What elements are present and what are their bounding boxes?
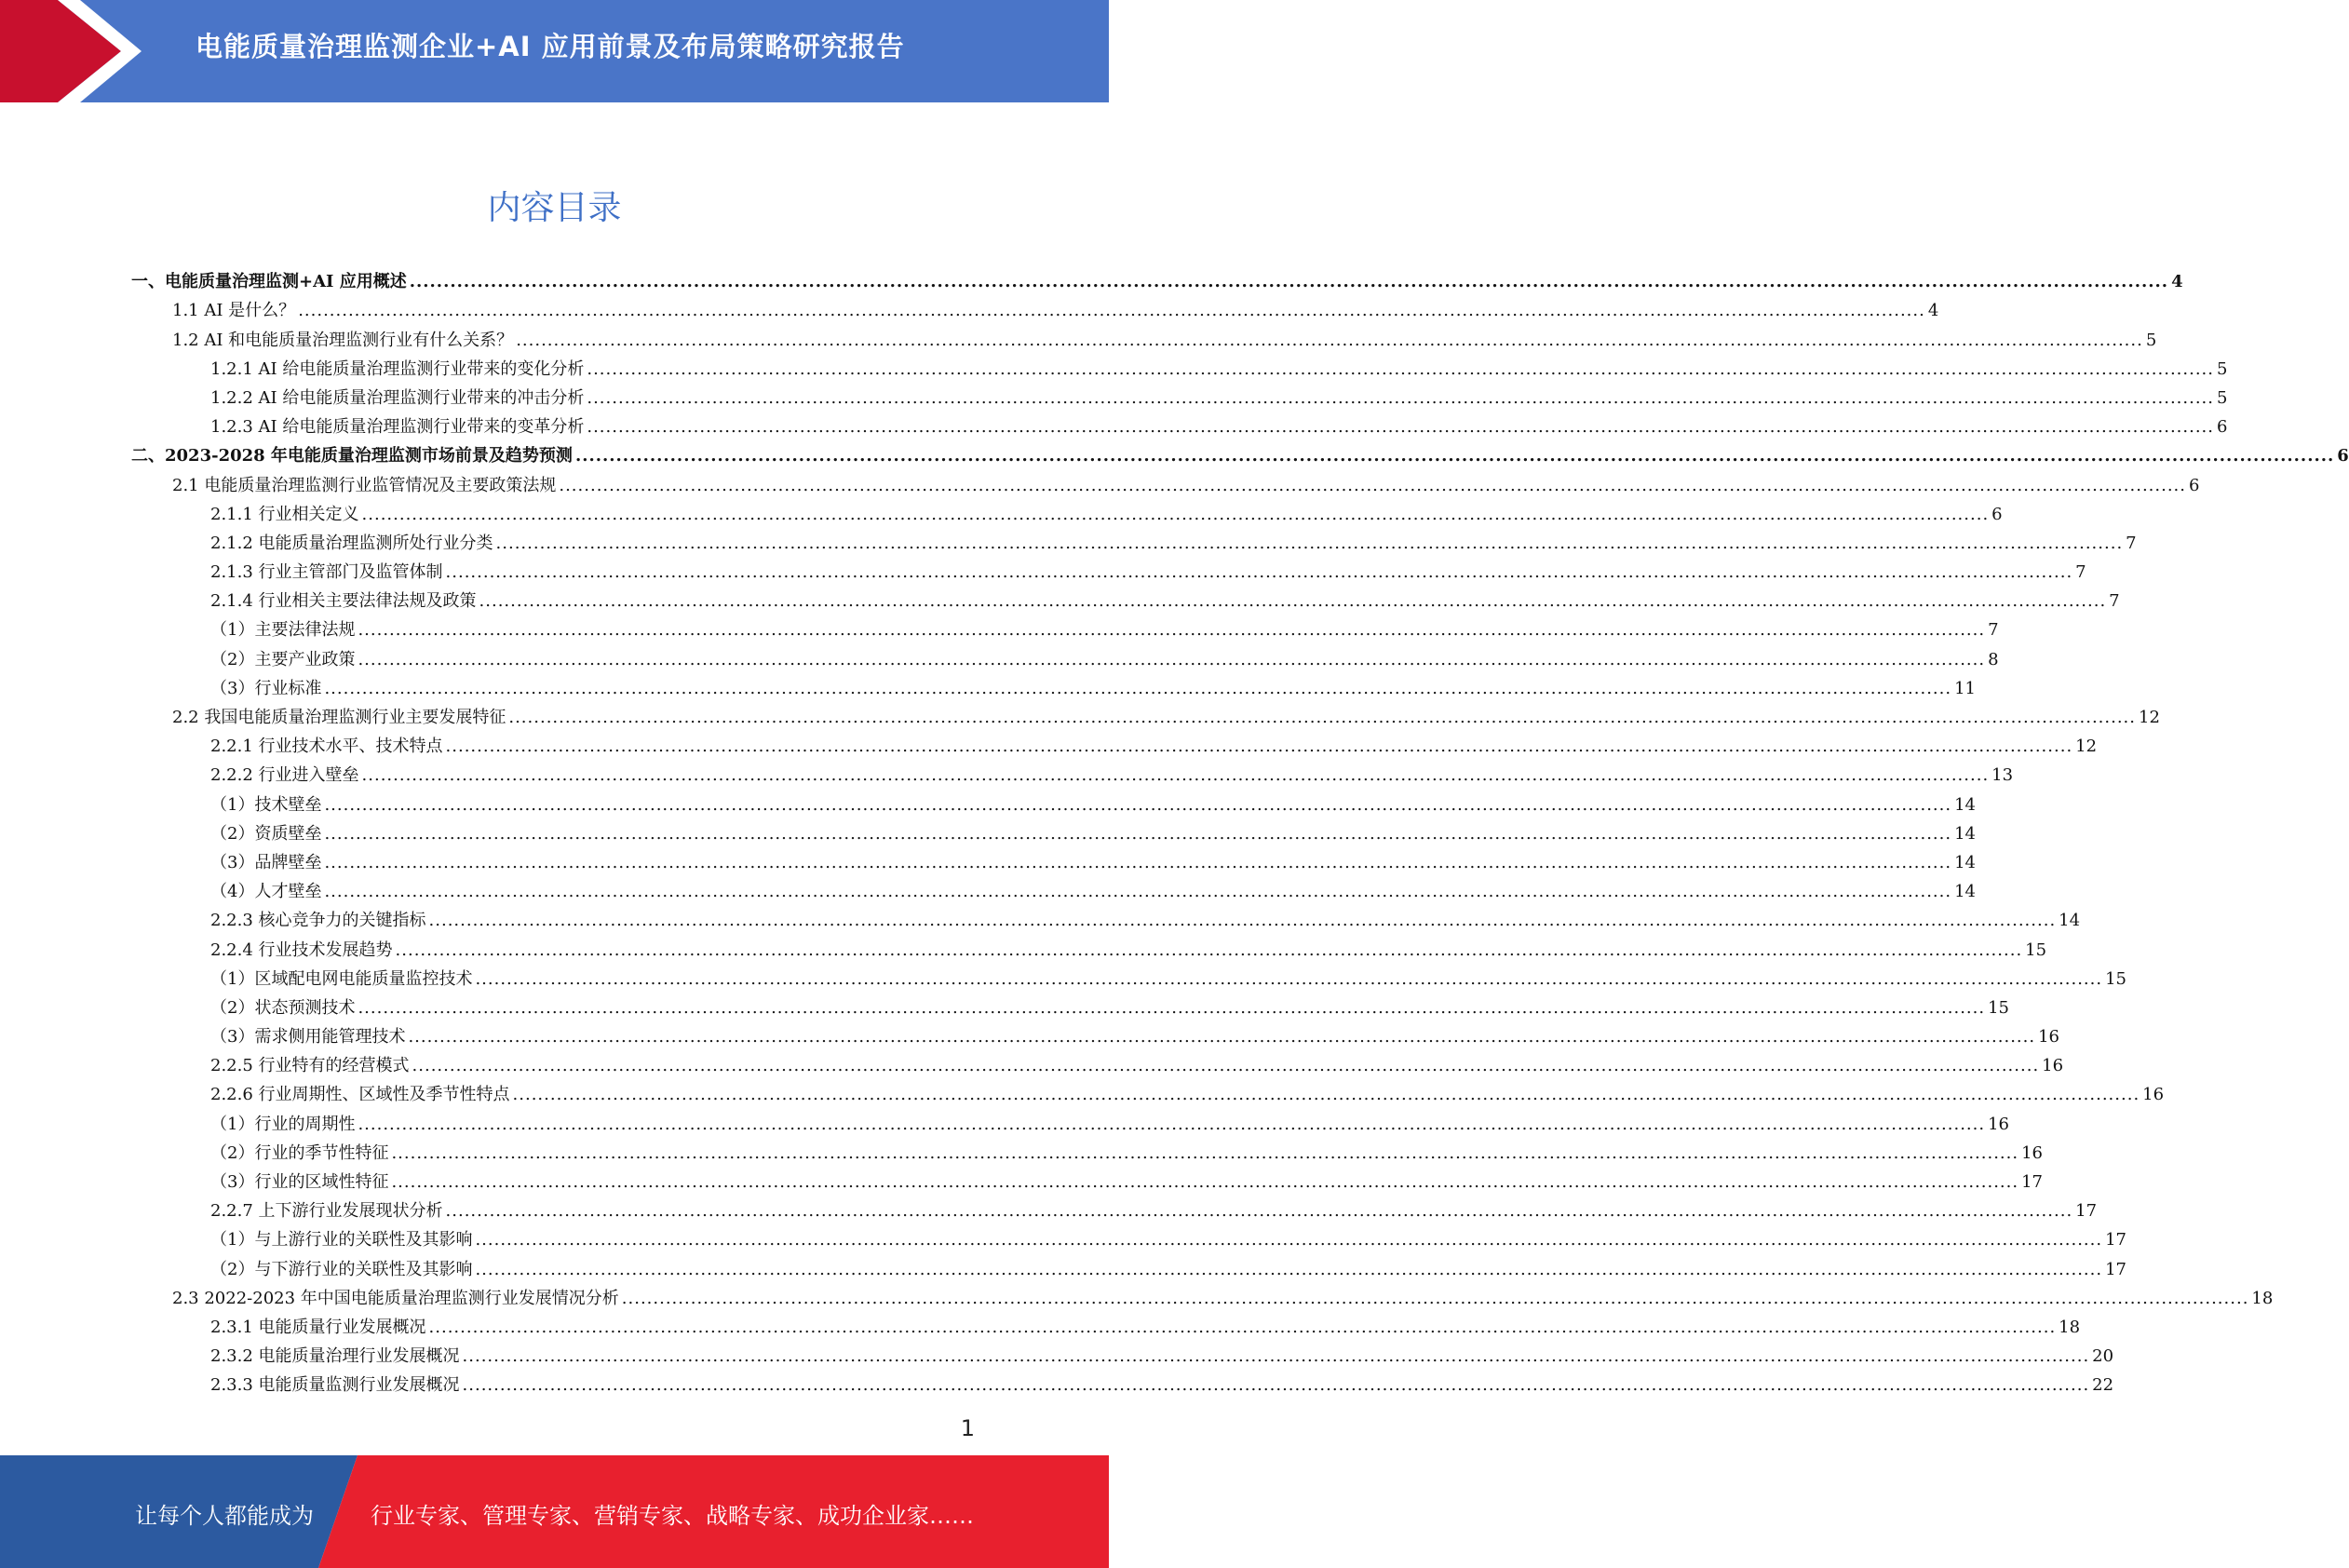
toc-entry[interactable] — [131, 671, 1976, 700]
footer-slogan-right: 行业专家、管理专家、营销专家、战略专家、成功企业家…… — [371, 1503, 974, 1529]
toc-dot-leader: .................................................................................................................................................................................................................................................................... — [462, 1346, 2090, 1367]
toc-dot-leader: .................................................................................................................................................................................................................................................................... — [587, 417, 2214, 438]
toc-dot-leader: .................................................................................................................................................................................................................................................................... — [324, 678, 1952, 698]
toc-entry-page: 13 — [1991, 765, 2014, 786]
toc-entry-title: 1.2.3 AI 给电能质量治理监测行业带来的变革分析 — [210, 417, 585, 438]
toc-entry-title: 2.2.1 行业技术水平、技术特点 — [210, 737, 443, 757]
toc-entry[interactable] — [131, 1048, 2064, 1077]
toc-entry-title: 2.1 电能质量治理监测行业监管情况及主要政策法规 — [172, 475, 557, 495]
toc-dot-leader: .................................................................................................................................................................................................................................................................... — [445, 737, 2073, 757]
toc-dot-leader: .................................................................................................................................................................................................................................................................... — [495, 533, 2124, 553]
toc-entry-title: 2.3.3 电能质量监测行业发展概况 — [210, 1375, 460, 1396]
report-title: 电能质量治理监测企业+AI 应用前景及布局策略研究报告 — [196, 31, 905, 62]
toc-entry-page: 15 — [1988, 997, 2009, 1018]
toc-dot-leader: .................................................................................................................................................................................................................................................................... — [445, 562, 2073, 583]
toc-dot-leader: .................................................................................................................................................................................................................................................................... — [324, 794, 1952, 815]
toc-dot-leader: .................................................................................................................................................................................................................................................................... — [559, 475, 2186, 495]
toc-entry-title: （1）技术壁垒 — [210, 794, 322, 815]
toc-entry[interactable] — [131, 497, 2003, 526]
toc-dot-leader: .................................................................................................................................................................................................................................................................... — [574, 446, 2335, 466]
toc-entry-page: 6 — [2217, 417, 2228, 438]
toc-entry[interactable] — [131, 1077, 2165, 1106]
toc-entry-title: （3）行业的区域性特征 — [210, 1172, 389, 1192]
toc-entry-title: 一、电能质量治理监测+AI 应用概述 — [131, 272, 407, 292]
toc-dot-leader: .................................................................................................................................................................................................................................................................... — [475, 968, 2103, 989]
toc-entry-page: 14 — [1954, 852, 1976, 872]
toc-dot-leader: .................................................................................................................................................................................................................................................................... — [408, 1027, 2036, 1048]
toc-entry-page: 18 — [2059, 1317, 2081, 1337]
toc-entry-page: 16 — [2021, 1142, 2043, 1163]
toc-entry-page: 5 — [2217, 358, 2228, 379]
toc-dot-leader: .................................................................................................................................................................................................................................................................... — [298, 301, 1925, 321]
toc-entry-page: 16 — [2038, 1027, 2059, 1048]
toc-entry-page: 20 — [2092, 1346, 2114, 1367]
toc-entry-title: （4）人才壁垒 — [210, 882, 322, 902]
toc-dot-leader: .................................................................................................................................................................................................................................................................... — [358, 649, 1986, 669]
toc-dot-leader: .................................................................................................................................................................................................................................................................... — [621, 1288, 2249, 1308]
toc-entry-title: 1.2.1 AI 给电能质量治理监测行业带来的变化分析 — [210, 358, 585, 379]
toc-entry-title: 2.2.3 核心竞争力的关键指标 — [210, 911, 426, 931]
toc-entry-page: 12 — [2139, 708, 2160, 727]
toc-dot-leader: .................................................................................................................................................................................................................................................................... — [428, 1317, 2057, 1337]
toc-entry-title: 2.2.7 上下游行业发展现状分析 — [210, 1201, 443, 1222]
toc-entry-title: （2）资质壁垒 — [210, 823, 322, 844]
toc-entry-page: 14 — [1954, 794, 1976, 815]
toc-entry[interactable] — [131, 903, 2081, 932]
toc-entry-title: （2）与下游行业的关联性及其影响 — [210, 1259, 473, 1279]
toc-entry-title: 二、2023-2028 年电能质量治理监测市场前景及趋势预测 — [131, 446, 573, 466]
toc-dot-leader: .................................................................................................................................................................................................................................................................... — [361, 765, 1990, 786]
toc-entry-title: 2.1.4 行业相关主要法律法规及政策 — [210, 591, 477, 612]
toc-heading: 内容目录 — [487, 189, 622, 227]
toc-entry[interactable] — [131, 1020, 2059, 1048]
toc-dot-leader: .................................................................................................................................................................................................................................................................... — [358, 997, 1986, 1018]
toc-entry-title: 1.2.2 AI 给电能质量治理监测行业带来的冲击分析 — [210, 387, 585, 408]
toc-entry[interactable] — [131, 700, 2160, 729]
toc-entry-title: （2）状态预测技术 — [210, 997, 356, 1018]
toc-entry[interactable] — [131, 1310, 2081, 1339]
toc-dot-leader: .................................................................................................................................................................................................................................................................... — [479, 591, 2107, 612]
toc-dot-leader: .................................................................................................................................................................................................................................................................... — [412, 1056, 2040, 1076]
toc-entry[interactable] — [131, 613, 1999, 642]
toc-entry[interactable] — [131, 962, 2126, 991]
toc-entry-page: 17 — [2021, 1172, 2043, 1192]
toc-entry-title: 2.2.4 行业技术发展趋势 — [210, 939, 393, 960]
toc-dot-leader: .................................................................................................................................................................................................................................................................... — [324, 882, 1952, 902]
toc-entry-page: 6 — [2189, 475, 2200, 495]
toc-entry-page: 7 — [1988, 620, 1999, 641]
page-number: 1 — [960, 1415, 975, 1441]
toc-entry-title: 2.2 我国电能质量治理监测行业主要发展特征 — [172, 708, 506, 727]
toc-entry[interactable] — [131, 1106, 2009, 1135]
toc-entry[interactable] — [131, 874, 1976, 903]
toc-entry[interactable] — [131, 439, 2349, 467]
toc-entry-page: 6 — [2337, 446, 2349, 466]
toc-entry-page: 7 — [2075, 562, 2086, 583]
toc-entry-title: 1.1 AI 是什么？ — [172, 301, 296, 321]
toc-entry[interactable] — [131, 352, 2228, 381]
toc-entry[interactable] — [131, 381, 2228, 410]
toc-dot-leader: .................................................................................................................................................................................................................................................................... — [324, 852, 1952, 872]
toc-dot-leader: .................................................................................................................................................................................................................................................................... — [475, 1230, 2103, 1250]
toc-entry-title: 2.3 2022-2023 年中国电能质量治理监测行业发展情况分析 — [172, 1288, 619, 1308]
toc-entry[interactable] — [131, 845, 1976, 874]
toc-entry-page: 4 — [2171, 272, 2183, 292]
toc-entry-title: 2.2.5 行业特有的经营模式 — [210, 1056, 410, 1076]
toc-entry[interactable] — [131, 526, 2137, 555]
toc-entry[interactable] — [131, 787, 1976, 816]
toc-entry[interactable] — [131, 1223, 2126, 1251]
toc-entry-title: 2.2.6 行业周期性、区域性及季节性特点 — [210, 1085, 510, 1105]
toc-dot-leader: .................................................................................................................................................................................................................................................................... — [358, 1114, 1986, 1134]
toc-entry-page: 16 — [2042, 1056, 2064, 1076]
toc-entry-title: （3）行业标准 — [210, 678, 322, 698]
toc-entry-title: 2.1.1 行业相关定义 — [210, 504, 359, 524]
toc-entry-page: 8 — [1988, 649, 1999, 669]
toc-entry-title: 2.3.2 电能质量治理行业发展概况 — [210, 1346, 460, 1367]
toc-entry-title: 1.2 AI 和电能质量治理监测行业有什么关系？ — [172, 330, 514, 350]
toc-entry-page: 5 — [2145, 330, 2157, 350]
toc-entry[interactable] — [131, 1251, 2126, 1280]
toc-entry-page: 12 — [2075, 737, 2098, 757]
toc-entry-title: （2）行业的季节性特征 — [210, 1142, 389, 1163]
toc-entry-page: 14 — [1954, 823, 1976, 844]
toc-dot-leader: .................................................................................................................................................................................................................................................................... — [409, 272, 2169, 292]
toc-entry-title: （3）品牌壁垒 — [210, 852, 322, 872]
toc-entry-page: 7 — [2126, 533, 2137, 553]
toc-entry-page: 14 — [1954, 882, 1976, 902]
toc-entry[interactable] — [131, 729, 2098, 758]
toc-entry-title: （2）主要产业政策 — [210, 649, 356, 669]
toc-dot-leader: .................................................................................................................................................................................................................................................................... — [475, 1259, 2103, 1279]
toc-entry[interactable] — [131, 1339, 2114, 1368]
toc-entry-page: 6 — [1991, 504, 2003, 524]
toc-entry[interactable] — [131, 1368, 2114, 1397]
toc-entry-title: （1）行业的周期性 — [210, 1114, 356, 1134]
toc-entry-page: 15 — [2105, 968, 2126, 989]
toc-entry[interactable] — [131, 410, 2228, 439]
toc-entry[interactable] — [131, 293, 1939, 322]
toc-entry[interactable] — [131, 555, 2086, 584]
toc-entry-title: 2.3.1 电能质量行业发展概况 — [210, 1317, 426, 1337]
toc-entry-title: 2.2.2 行业进入壁垒 — [210, 765, 359, 786]
toc-entry-page: 11 — [1954, 678, 1976, 698]
toc-entry[interactable] — [131, 1194, 2098, 1223]
toc-dot-leader: .................................................................................................................................................................................................................................................................... — [445, 1201, 2073, 1222]
footer-slogan-left: 让每个人都能成为 — [135, 1503, 314, 1529]
toc-entry-title: （1）区域配电网电能质量监控技术 — [210, 968, 473, 989]
toc-dot-leader: .................................................................................................................................................................................................................................................................... — [428, 911, 2057, 931]
toc-dot-leader: .................................................................................................................................................................................................................................................................... — [587, 358, 2214, 379]
toc-entry-page: 17 — [2105, 1230, 2126, 1250]
page-footer — [0, 1455, 1109, 1568]
toc-entry-page: 18 — [2251, 1288, 2274, 1308]
toc-entry[interactable] — [131, 467, 2200, 496]
toc-dot-leader: .................................................................................................................................................................................................................................................................... — [358, 620, 1986, 641]
toc-dot-leader: .................................................................................................................................................................................................................................................................... — [324, 823, 1952, 844]
toc-dot-leader: .................................................................................................................................................................................................................................................................... — [395, 939, 2023, 960]
toc-entry[interactable] — [131, 991, 2009, 1020]
table-of-contents — [131, 264, 2349, 1397]
toc-entry-page: 5 — [2217, 387, 2228, 408]
toc-entry[interactable] — [131, 584, 2120, 613]
toc-entry-title: （1）主要法律法规 — [210, 620, 356, 641]
toc-entry-page: 14 — [2059, 911, 2081, 931]
toc-entry-title: 2.1.2 电能质量治理监测所处行业分类 — [210, 533, 493, 553]
toc-entry[interactable] — [131, 817, 1976, 845]
toc-entry-page: 16 — [2142, 1085, 2165, 1105]
toc-dot-leader: .................................................................................................................................................................................................................................................................... — [587, 387, 2214, 408]
toc-dot-leader: .................................................................................................................................................................................................................................................................... — [391, 1172, 2019, 1192]
toc-dot-leader: .................................................................................................................................................................................................................................................................... — [516, 330, 2143, 350]
toc-dot-leader: .................................................................................................................................................................................................................................................................... — [508, 708, 2136, 727]
toc-entry-page: 16 — [1988, 1114, 2009, 1134]
toc-entry-page: 22 — [2092, 1375, 2114, 1396]
toc-dot-leader: .................................................................................................................................................................................................................................................................... — [512, 1085, 2140, 1105]
toc-entry[interactable] — [131, 1281, 2274, 1310]
toc-entry[interactable] — [131, 1136, 2043, 1165]
toc-entry-page: 17 — [2105, 1259, 2126, 1279]
page-header — [0, 0, 1109, 102]
toc-entry[interactable] — [131, 322, 2157, 351]
toc-entry-page: 17 — [2075, 1201, 2098, 1222]
toc-entry-page: 7 — [2109, 591, 2120, 612]
toc-entry[interactable] — [131, 932, 2047, 961]
toc-entry[interactable] — [131, 1165, 2043, 1194]
toc-entry-title: （3）需求侧用能管理技术 — [210, 1027, 406, 1048]
toc-entry[interactable] — [131, 758, 2014, 787]
toc-entry-title: 2.1.3 行业主管部门及监管体制 — [210, 562, 443, 583]
toc-entry[interactable] — [131, 264, 2183, 293]
toc-entry-title: （1）与上游行业的关联性及其影响 — [210, 1230, 473, 1250]
toc-dot-leader: .................................................................................................................................................................................................................................................................... — [391, 1142, 2019, 1163]
toc-dot-leader: .................................................................................................................................................................................................................................................................... — [462, 1375, 2090, 1396]
toc-entry-page: 15 — [2025, 939, 2047, 960]
toc-dot-leader: .................................................................................................................................................................................................................................................................... — [361, 504, 1990, 524]
toc-entry[interactable] — [131, 642, 1999, 670]
red-chevron-icon — [0, 0, 149, 102]
toc-entry-page: 4 — [1927, 301, 1939, 321]
